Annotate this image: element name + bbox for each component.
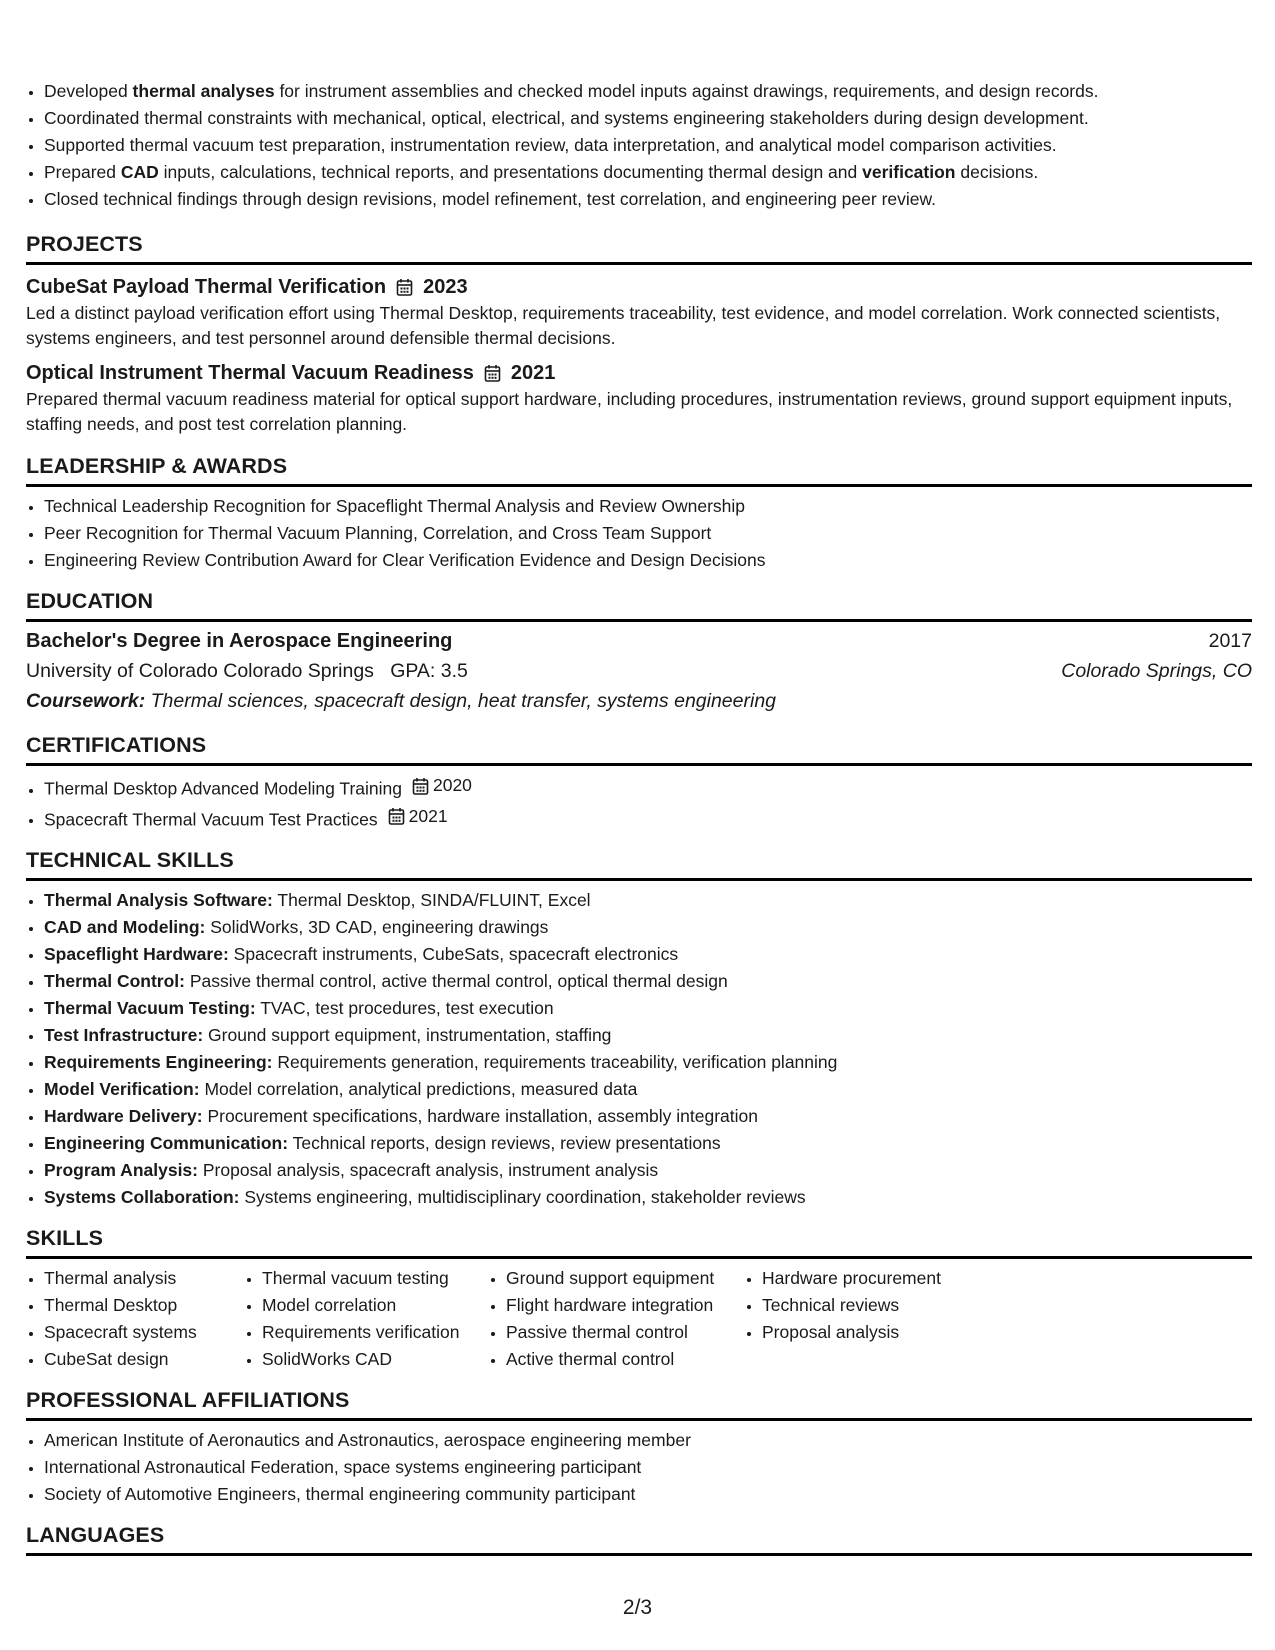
degree-title: Bachelor's Degree in Aerospace Engineering [26, 630, 453, 652]
skills-column [744, 1265, 1022, 1373]
list-item: • Spacecraft systems [44, 1319, 244, 1346]
experience-bullet: • Developed thermal analyses for instrument assemblies and checked model inputs against drawings, requirements, and design records. [44, 78, 1252, 105]
list-item: • Requirements Engineering: Requirements generation, requirements traceability, verification planning [44, 1049, 1252, 1076]
coursework: Coursework: Thermal sciences, spacecraft design, heat transfer, systems engineering [26, 690, 777, 712]
list-item: • Systems Collaboration: Systems engineering, multidisciplinary coordination, stakeholder reviews [44, 1184, 1252, 1211]
resume-page [26, 78, 1252, 1556]
project-description: Led a distinct payload verification effort using Thermal Desktop, requirements traceability, test evidence, and model correlation. Work connected scientists, systems engineers, and test personnel around defensible thermal decisions. [26, 303, 1221, 348]
section-heading-leadership: LEADERSHIP & AWARDS [26, 453, 1252, 487]
project-title: CubeSat Payload Thermal Verification [26, 276, 387, 298]
list-item: • Model Verification: Model correlation, analytical predictions, measured data [44, 1076, 1252, 1103]
page-number: 2/3 [622, 1596, 653, 1619]
list-item: • Technical Leadership Recognition for Spaceflight Thermal Analysis and Review Ownership [44, 493, 1252, 520]
technical-skills-list [26, 887, 1252, 1211]
list-item: • Test Infrastructure: Ground support equipment, instrumentation, staffing [44, 1022, 1252, 1049]
certifications-list [26, 772, 1252, 833]
section-heading-technical-skills: TECHNICAL SKILLS [26, 847, 1252, 881]
list-item: • SolidWorks CAD [262, 1346, 488, 1373]
project-description: Prepared thermal vacuum readiness material for optical support hardware, including procedures, instrumentation reviews, ground support equipment inputs, staffing needs, and post test correlation planning. [26, 389, 1233, 434]
list-item: • Engineering Review Contribution Award for Clear Verification Evidence and Design Decisions [44, 547, 1252, 574]
experience-bullets [26, 78, 1252, 213]
leadership-list [26, 493, 1252, 574]
affiliations-list [26, 1427, 1252, 1508]
section-heading-certifications: CERTIFICATIONS [26, 732, 1252, 766]
list-item: • Proposal analysis [762, 1319, 1022, 1346]
list-item: • Thermal Vacuum Testing: TVAC, test procedures, test execution [44, 995, 1252, 1022]
gpa: GPA: 3.5 [390, 660, 468, 682]
experience-bullet: • Closed technical findings through design revisions, model refinement, test correlation, and engineering peer review. [44, 186, 1252, 213]
list-item: • Thermal Control: Passive thermal control, active thermal control, optical thermal design [44, 968, 1252, 995]
list-item: • Passive thermal control [506, 1319, 744, 1346]
list-item: • American Institute of Aeronautics and Astronautics, aerospace engineering member [44, 1427, 1252, 1454]
list-item: • Hardware Delivery: Procurement specifications, hardware installation, assembly integration [44, 1103, 1252, 1130]
list-item: • Thermal analysis [44, 1265, 244, 1292]
project-item [26, 273, 1252, 351]
list-item: • Thermal Desktop Advanced Modeling Training 2020 [44, 772, 1252, 803]
skills-column [244, 1265, 488, 1373]
list-item: • Society of Automotive Engineers, thermal engineering community participant [44, 1481, 1252, 1508]
experience-bullet: • Prepared CAD inputs, calculations, technical reports, and presentations documenting thermal design and verification decisions. [44, 159, 1252, 186]
list-item: • Hardware procurement [762, 1265, 1022, 1292]
list-item: • Engineering Communication: Technical reports, design reviews, review presentations [44, 1130, 1252, 1157]
list-item: • Spaceflight Hardware: Spacecraft instruments, CubeSats, spacecraft electronics [44, 941, 1252, 968]
list-item: • Thermal Desktop [44, 1292, 244, 1319]
list-item: • Ground support equipment [506, 1265, 744, 1292]
project-year: 2021 [510, 362, 556, 384]
list-item: • Model correlation [262, 1292, 488, 1319]
list-item: • Active thermal control [506, 1346, 744, 1373]
list-item: • Thermal vacuum testing [262, 1265, 488, 1292]
list-item: • International Astronautical Federation, space systems engineering participant [44, 1454, 1252, 1481]
list-item: • CAD and Modeling: SolidWorks, 3D CAD, engineering drawings [44, 914, 1252, 941]
skills-column [488, 1265, 744, 1373]
calendar-icon [484, 364, 501, 382]
skills-column [26, 1265, 244, 1373]
section-heading-skills: SKILLS [26, 1225, 1252, 1259]
calendar-icon [412, 777, 429, 795]
list-item: • Technical reviews [762, 1292, 1022, 1319]
school-name: University of Colorado Colorado Springs [26, 660, 374, 682]
education-entry [26, 626, 1252, 716]
experience-bullet: • Supported thermal vacuum test preparation, instrumentation review, data interpretation, and analytical model comparison activities. [44, 132, 1252, 159]
list-item: • Thermal Analysis Software: Thermal Desktop, SINDA/FLUINT, Excel [44, 887, 1252, 914]
calendar-icon [388, 807, 405, 825]
list-item: • Requirements verification [262, 1319, 488, 1346]
list-item: • Program Analysis: Proposal analysis, spacecraft analysis, instrument analysis [44, 1157, 1252, 1184]
cert-year: 2021 [408, 805, 448, 826]
list-item: • CubeSat design [44, 1346, 244, 1373]
project-title: Optical Instrument Thermal Vacuum Readiness [26, 362, 474, 384]
degree-year: 2017 [1208, 630, 1252, 652]
school-location: Colorado Springs, CO [1061, 660, 1252, 682]
list-item: • Spacecraft Thermal Vacuum Test Practices 2021 [44, 803, 1252, 834]
section-heading-languages: LANGUAGES [26, 1522, 1252, 1556]
experience-bullet: • Coordinated thermal constraints with mechanical, optical, electrical, and systems engineering stakeholders during design development. [44, 105, 1252, 132]
coursework-label: Coursework: [26, 690, 146, 712]
section-heading-affiliations: PROFESSIONAL AFFILIATIONS [26, 1387, 1252, 1421]
skills-grid [26, 1265, 1252, 1373]
list-item: • Peer Recognition for Thermal Vacuum Planning, Correlation, and Cross Team Support [44, 520, 1252, 547]
calendar-icon [396, 278, 413, 296]
cert-year: 2020 [432, 775, 472, 795]
project-item [26, 359, 1252, 437]
section-heading-projects: PROJECTS [26, 231, 1252, 265]
list-item: • Flight hardware integration [506, 1292, 744, 1319]
section-heading-education: EDUCATION [26, 588, 1252, 622]
project-year: 2023 [423, 276, 468, 298]
